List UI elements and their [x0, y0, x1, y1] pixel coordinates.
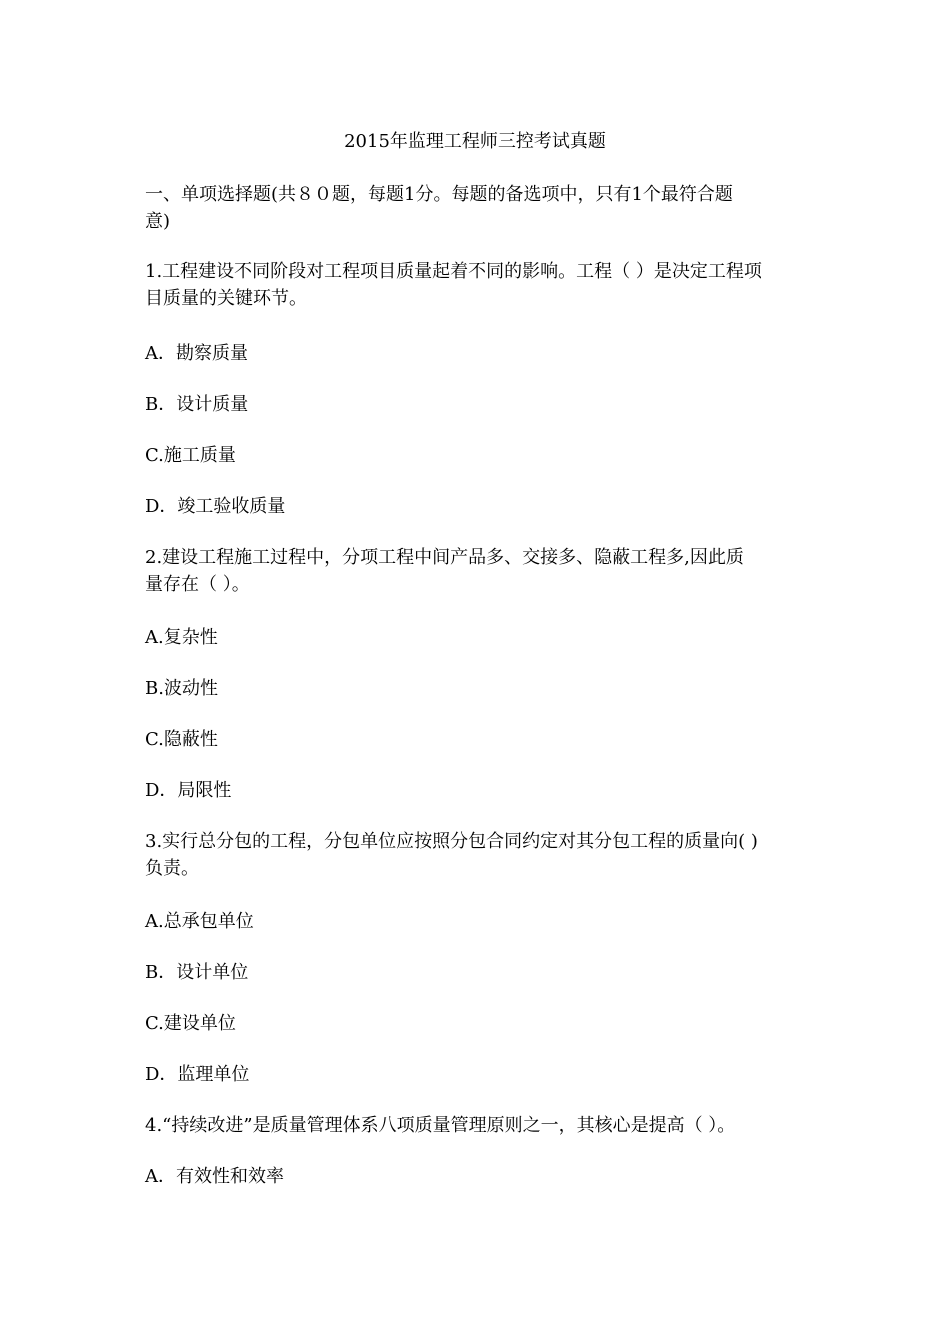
question-1-stem-line-2: 目质量的关键环节。 — [145, 288, 307, 309]
question-2-option-a: A.复杂性 — [145, 627, 218, 648]
question-2-option-c: C.隐蔽性 — [145, 729, 218, 750]
question-1-option-d: D．竣工验收质量 — [145, 496, 286, 517]
question-1-option-a: A．勘察质量 — [145, 343, 248, 364]
question-3-option-b: B．设计单位 — [145, 962, 249, 983]
question-3-option-a: A.总承包单位 — [145, 911, 254, 932]
question-4-stem: 4.“持续改进”是质量管理体系八项质量管理原则之一，其核心是提高（ ）。 — [145, 1115, 736, 1136]
question-1-option-b: B．设计质量 — [145, 394, 249, 415]
question-2-option-d: D．局限性 — [145, 780, 232, 801]
question-3-option-d: D．监理单位 — [145, 1064, 250, 1085]
section-heading-line-1: 一、单项选择题(共８０题，每题1分。每题的备选项中，只有1个最符合题 — [145, 184, 733, 205]
question-2-stem-line-1: 2.建设工程施工过程中，分项工程中间产品多、交接多、隐蔽工程多,因此质 — [145, 547, 744, 568]
question-4-option-a: A．有效性和效率 — [145, 1166, 284, 1187]
question-2-stem-line-2: 量存在（ ）。 — [145, 574, 250, 595]
question-1-stem — [145, 258, 810, 312]
section-heading-line-2: 意) — [145, 211, 171, 232]
question-2-option-b: B.波动性 — [145, 678, 218, 699]
section-heading — [145, 181, 810, 235]
question-3-stem-line-1: 3.实行总分包的工程，分包单位应按照分包合同约定对其分包工程的质量向( ) — [145, 831, 758, 852]
question-3-stem — [145, 828, 810, 882]
document-title: 2015年监理工程师三控考试真题 — [344, 131, 606, 152]
question-2-stem — [145, 544, 810, 598]
question-1-option-c: C.施工质量 — [145, 445, 236, 466]
question-3-stem-line-2: 负责。 — [145, 858, 199, 879]
question-3-option-c: C.建设单位 — [145, 1013, 236, 1034]
question-1-stem-line-1: 1.工程建设不同阶段对工程项目质量起着不同的影响。工程（ ）是决定工程项 — [145, 261, 762, 282]
